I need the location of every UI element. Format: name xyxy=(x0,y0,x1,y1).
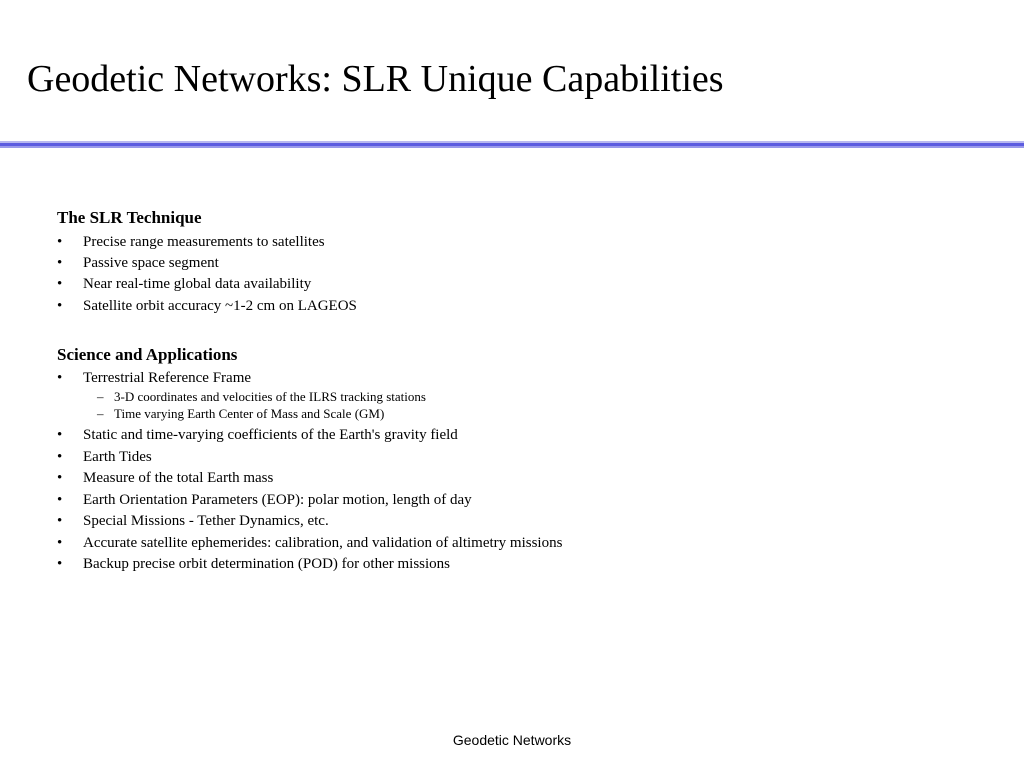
bullet-mark: • xyxy=(57,556,63,572)
bullet-mark: • xyxy=(57,492,63,508)
bullet-mark: • xyxy=(57,449,63,465)
bullet-mark: • xyxy=(57,298,63,314)
title-rule xyxy=(0,141,1024,149)
section-heading-science-applications: Science and Applications xyxy=(57,345,238,364)
bullet-text: Backup precise orbit determination (POD) for other missions xyxy=(83,556,451,572)
bullet-text: Passive space segment xyxy=(83,255,219,271)
bullet-mark: • xyxy=(57,370,63,386)
bullet-text: Satellite orbit accuracy ~1-2 cm on LAGEOS xyxy=(83,298,357,314)
bullet-text: Accurate satellite ephemerides: calibration, and validation of altimetry missions xyxy=(83,535,563,551)
bullet-text: Earth Tides xyxy=(83,449,152,465)
sub-bullet-mark: – xyxy=(97,389,104,404)
bullet-mark: • xyxy=(57,535,63,551)
bullet-text: Special Missions - Tether Dynamics, etc. xyxy=(83,513,329,529)
section-heading-slr-technique: The SLR Technique xyxy=(57,208,202,227)
bullet-mark: • xyxy=(57,255,63,271)
bullet-text: Near real-time global data availability xyxy=(83,276,312,292)
bullet-mark: • xyxy=(57,470,63,486)
bullet-mark: • xyxy=(57,276,63,292)
bullet-text: Measure of the total Earth mass xyxy=(83,470,274,486)
bullet-text: Static and time-varying coefficients of the Earth's gravity field xyxy=(83,427,458,443)
slide-title: Geodetic Networks: SLR Unique Capabilities xyxy=(27,58,724,100)
bullet-mark: • xyxy=(57,427,63,443)
sub-bullet-mark: – xyxy=(97,406,104,421)
bullet-mark: • xyxy=(57,513,63,529)
slide-footer: Geodetic Networks xyxy=(452,732,572,748)
bullet-text: Precise range measurements to satellites xyxy=(83,234,325,250)
bullet-text: Terrestrial Reference Frame xyxy=(83,370,252,386)
bullet-mark: • xyxy=(57,234,63,250)
sub-bullet-text: 3-D coordinates and velocities of the ILRS tracking stations xyxy=(114,389,426,404)
bullet-text: Earth Orientation Parameters (EOP): polar motion, length of day xyxy=(83,492,472,508)
sub-bullet-text: Time varying Earth Center of Mass and Scale (GM) xyxy=(114,406,385,421)
title-rule-line-mid xyxy=(0,146,1024,148)
